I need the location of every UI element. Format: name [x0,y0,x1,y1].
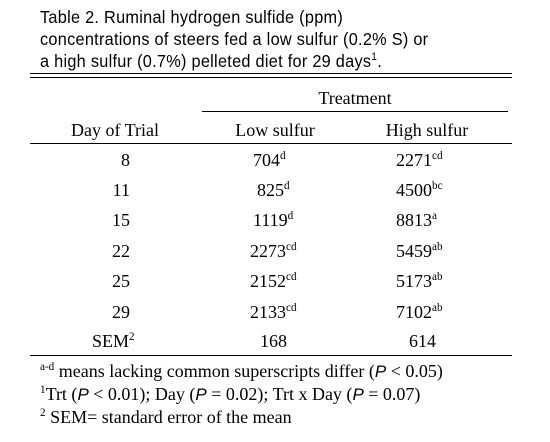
footnote-3-text: SEM= standard error of the mean [45,407,292,427]
cell-low [253,210,293,230]
cell-day: 22 [112,241,130,261]
cell-high [396,150,443,170]
cell-low [253,150,286,170]
cell-low-value: 2133 [250,302,286,322]
sem-label-sup: 2 [129,331,135,343]
table-row [0,180,550,202]
cell-high [396,302,443,322]
cell-high [396,271,443,291]
footnote-1-text-b: < 0.05) [386,361,443,381]
table-row [0,150,550,172]
cell-day: 25 [112,271,130,291]
treatment-rule [202,111,508,112]
caption-line-1: Table 2. Ruminal hydrogen sulfide (ppm) [40,7,344,27]
cell-high-value: 4500 [396,180,432,200]
top-rule-1 [30,73,512,74]
table-row [0,210,550,232]
sem-low: 168 [260,331,287,351]
table-row [0,271,550,293]
cell-high-sup: ab [432,271,443,283]
footnote-1-text-a: means lacking common superscripts differ ( [54,361,375,381]
cell-low [250,302,297,322]
cell-high [396,241,443,261]
sem-label-text: SEM [92,331,130,351]
sem-high: 614 [409,331,436,351]
top-rule-2 [30,77,512,78]
cell-low-value: 825 [257,180,284,200]
sem-row [0,331,550,353]
footnote-1-p: P [374,362,387,381]
cell-high [396,210,437,230]
cell-day: 29 [112,302,130,322]
bottom-rule [30,355,512,356]
cell-high-sup: ab [432,241,443,253]
footnote-2-text-a: Trt ( [45,384,78,404]
footnote-1-mark: a-d [40,361,55,373]
cell-low-sup: d [287,210,294,222]
footnote-2-p3: P [352,385,364,404]
cell-low-sup: cd [286,271,297,283]
cell-high-sup: cd [432,150,443,162]
table-row [0,241,550,263]
footnote-2-text-c: = 0.02); Trt x Day ( [206,384,353,404]
footnote-2 [40,383,540,406]
footnotes [40,360,540,429]
cell-high-value: 5173 [396,271,432,291]
cell-high [396,180,443,200]
caption-footnote-mark: 1 [371,51,378,64]
table-caption [40,6,486,72]
cell-high-value: 7102 [396,302,432,322]
table-row [0,302,550,324]
cell-low-sup: cd [286,241,297,253]
footnote-2-p2: P [195,385,207,404]
cell-high-value: 2271 [396,150,432,170]
col-header-low: Low sulfur [235,120,315,140]
footnote-1 [40,360,540,383]
cell-low-value: 704 [253,150,280,170]
footnote-2-text-d: = 0.07) [363,384,421,404]
footnote-3 [40,406,540,429]
col-header-day: Day of Trial [70,120,160,140]
cell-day: 11 [112,180,130,200]
footnote-2-mark: 1 [40,384,46,396]
footnote-2-p1: P [77,385,89,404]
cell-high-sup: bc [432,180,443,192]
cell-high-sup: a [432,210,437,222]
footnote-3-mark: 2 [40,407,46,419]
caption-line-3 [40,50,486,72]
col-header-high: High sulfur [385,120,469,140]
cell-high-sup: ab [432,302,443,314]
cell-high-value: 5459 [396,241,432,261]
cell-low-sup: d [284,180,290,192]
footnote-2-text-b: < 0.01); Day ( [88,384,196,404]
cell-low-sup: d [280,150,286,162]
cell-low [257,180,290,200]
sem-label [92,331,135,351]
cell-day: 15 [112,210,130,230]
caption-line-3-text: a high sulfur (0.7%) pelleted diet for 29 days [40,51,372,71]
caption-line-2: concentrations of steers fed a low sulfur (0.2% S) or [40,29,429,49]
cell-low-value: 1119 [253,210,288,230]
cell-high-value: 8813 [396,210,432,230]
cell-low [250,241,297,261]
group-header-treatment: Treatment [318,88,392,108]
cell-low [250,271,297,291]
header-rule [30,143,512,144]
cell-low-value: 2273 [250,241,286,261]
caption-line-3-end: . [377,51,383,71]
cell-low-sup: cd [286,302,297,314]
cell-low-value: 2152 [250,271,286,291]
cell-day: 8 [121,150,130,170]
